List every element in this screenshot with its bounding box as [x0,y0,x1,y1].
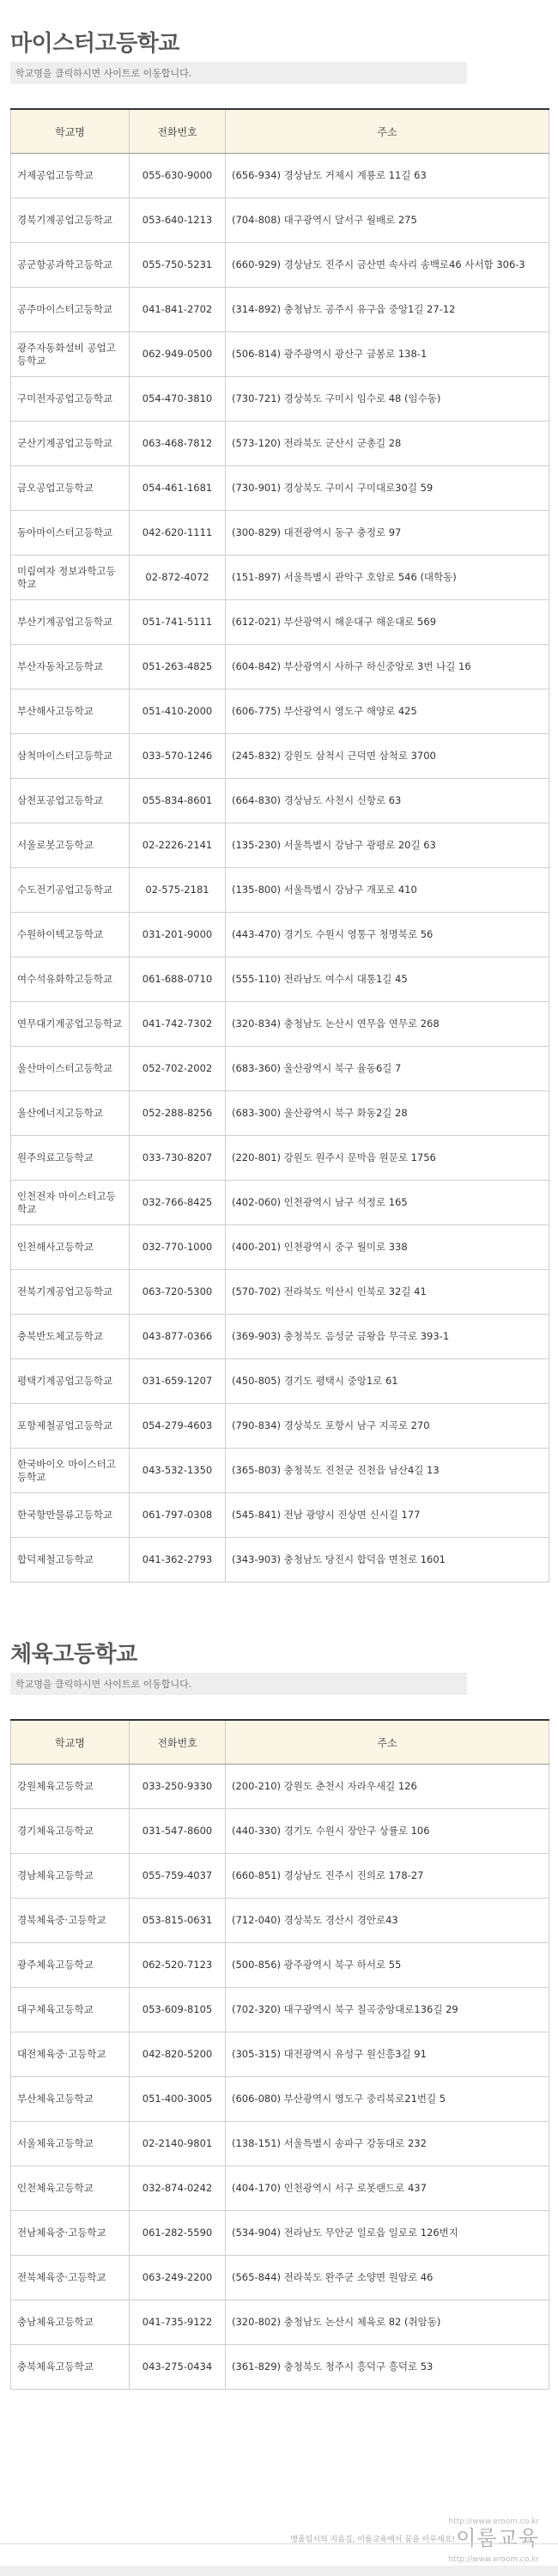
address-text: (570-702) 전라북도 익산시 인북로 32길 41 [226,1270,549,1315]
phone-number: 031-201-9000 [130,913,226,957]
address-text: (402-060) 인천광역시 남구 석정로 165 [226,1181,549,1225]
address-text: (138-151) 서울특별시 송파구 강동대로 232 [226,2122,549,2166]
table-row [11,1270,549,1315]
school-name-link[interactable]: 울산에너지고등학교 [11,1091,130,1136]
table-row [11,913,549,957]
header-address: 주소 [226,1720,549,1765]
meister-section [10,29,549,1583]
table-row [11,1047,549,1091]
school-name-link[interactable]: 군산기계공업고등학교 [11,422,130,466]
address-text: (320-802) 충청남도 논산시 체육로 82 (취암동) [226,2300,549,2345]
table-row [11,1988,549,2032]
table-row [11,868,549,913]
school-name-link[interactable]: 강원체육고등학교 [11,1765,130,1809]
school-name-link[interactable]: 포항제철공업고등학교 [11,1404,130,1449]
school-name-link[interactable]: 합덕제철고등학교 [11,1538,130,1583]
table-row [11,600,549,645]
phone-number: 031-547-8600 [130,1809,226,1854]
address-text: (500-856) 광주광역시 북구 하서로 55 [226,1943,549,1988]
address-text: (664-830) 경상남도 사천시 신항로 63 [226,779,549,823]
phone-number: 041-735-9122 [130,2300,226,2345]
phone-number: 061-282-5590 [130,2211,226,2256]
school-name-link[interactable]: 삼척마이스터고등학교 [11,734,130,779]
address-text: (683-300) 울산광역시 북구 화동2길 28 [226,1091,549,1136]
meister-school-table [10,108,549,1583]
address-text: (404-170) 인천광역시 서구 로봇랜드로 437 [226,2166,549,2211]
school-name-link[interactable]: 연무대기계공업고등학교 [11,1002,130,1047]
phone-number: 052-702-2002 [130,1047,226,1091]
address-text: (135-230) 서울특별시 강남구 광평로 20길 63 [226,823,549,868]
address-text: (612-021) 부산광역시 해운대구 해운대로 569 [226,600,549,645]
school-name-link[interactable]: 인천전자 마이스터고등학교 [11,1181,130,1225]
table-row [11,2077,549,2122]
phone-number: 063-249-2200 [130,2256,226,2300]
table-row [11,1315,549,1359]
school-name-link[interactable]: 인천해사고등학교 [11,1225,130,1270]
school-name-link[interactable]: 부산자동차고등학교 [11,645,130,690]
table-row [11,466,549,511]
school-name-link[interactable]: 광주자동화설비 공업고등학교 [11,332,130,377]
table-row [11,2211,549,2256]
table-row [11,243,549,288]
address-text: (506-814) 광주광역시 광산구 금봉로 138-1 [226,332,549,377]
school-name-link[interactable]: 금오공업고등학교 [11,466,130,511]
meister-table-body [11,154,549,1583]
school-name-link[interactable]: 충북체육고등학교 [11,2345,130,2390]
phone-number: 051-400-3005 [130,2077,226,2122]
table-row [11,1181,549,1225]
phone-number: 051-410-2000 [130,690,226,734]
school-name-link[interactable]: 전북체육중·고등학교 [11,2256,130,2300]
address-text: (660-929) 경상남도 진주시 금산면 속사리 송백로46 사서함 306-3 [226,243,549,288]
phone-number: 055-630-9000 [130,154,226,198]
phone-number: 063-468-7812 [130,422,226,466]
school-name-link[interactable]: 원주의료고등학교 [11,1136,130,1181]
header-school-name: 학교명 [11,109,130,154]
address-text: (712-040) 경상북도 경산시 경안로43 [226,1899,549,1943]
phone-number: 051-263-4825 [130,645,226,690]
phone-number: 033-730-8207 [130,1136,226,1181]
phone-number: 055-759-4037 [130,1854,226,1899]
table-row [11,823,549,868]
phone-number: 041-362-2793 [130,1538,226,1583]
table-row [11,1943,549,1988]
school-name-link[interactable]: 삼천포공업고등학교 [11,779,130,823]
address-text: (151-897) 서울특별시 관악구 호암로 546 (대학동) [226,556,549,600]
table-header-row [11,109,549,154]
phone-number: 051-741-5111 [130,600,226,645]
table-row [11,1493,549,1538]
sports-section [10,1640,549,2390]
phone-number: 02-2140-9801 [130,2122,226,2166]
phone-number: 042-620-1111 [130,511,226,556]
header-school-name: 학교명 [11,1720,130,1765]
school-name-link[interactable]: 대전체육중·고등학교 [11,2032,130,2077]
address-text: (545-841) 전남 광양시 진상면 신시길 177 [226,1493,549,1538]
address-text: (683-360) 울산광역시 북구 율동6길 7 [226,1047,549,1091]
phone-number: 055-834-8601 [130,779,226,823]
school-name-link[interactable]: 경북체육중·고등학교 [11,1899,130,1943]
address-text: (730-901) 경상북도 구미시 구미대로30길 59 [226,466,549,511]
address-text: (300-829) 대전광역시 동구 충정로 97 [226,511,549,556]
table-row [11,2345,549,2390]
table-row [11,377,549,422]
phone-number: 043-532-1350 [130,1449,226,1493]
address-text: (450-805) 경기도 평택시 중앙1로 61 [226,1359,549,1404]
school-name-link[interactable]: 충북반도체고등학교 [11,1315,130,1359]
table-row [11,1809,549,1854]
table-row [11,1449,549,1493]
school-name-link[interactable]: 수원하이텍고등학교 [11,913,130,957]
footer-divider [0,2543,558,2544]
table-row [11,1359,549,1404]
school-name-link[interactable]: 평택기계공업고등학교 [11,1359,130,1404]
address-text: (135-800) 서울특별시 강남구 개포로 410 [226,868,549,913]
table-header-row [11,1720,549,1765]
phone-number: 053-609-8105 [130,1988,226,2032]
address-text: (343-903) 충청남도 당진시 합덕읍 면천로 1601 [226,1538,549,1583]
address-text: (790-834) 경상북도 포항시 남구 지곡로 270 [226,1404,549,1449]
phone-number: 054-470-3810 [130,377,226,422]
phone-number: 032-874-0242 [130,2166,226,2211]
phone-number: 043-275-0434 [130,2345,226,2390]
table-row [11,511,549,556]
school-name-link[interactable]: 광주체육고등학교 [11,1943,130,1988]
table-row [11,1854,549,1899]
table-row [11,2256,549,2300]
phone-number: 063-720-5300 [130,1270,226,1315]
address-text: (400-201) 인천광역시 중구 월미로 338 [226,1225,549,1270]
address-text: (656-934) 경상남도 거제시 계룡로 11길 63 [226,154,549,198]
table-row [11,288,549,332]
table-row [11,690,549,734]
sports-table-body [11,1765,549,2390]
phone-number: 062-520-7123 [130,1943,226,1988]
school-name-link[interactable]: 경기체육고등학교 [11,1809,130,1854]
phone-number: 031-659-1207 [130,1359,226,1404]
school-name-link[interactable]: 미림여자 정보과학고등학교 [11,556,130,600]
phone-number: 043-877-0366 [130,1315,226,1359]
school-name-link[interactable]: 수도전기공업고등학교 [11,868,130,913]
phone-number: 061-797-0308 [130,1493,226,1538]
address-text: (200-210) 강원도 춘천시 자라우새길 126 [226,1765,549,1809]
school-name-link[interactable]: 부산해사고등학교 [11,690,130,734]
table-row [11,2300,549,2345]
school-name-link[interactable]: 거제공업고등학교 [11,154,130,198]
header-phone: 전화번호 [130,1720,226,1765]
address-text: (606-080) 부산광역시 영도구 중리북로21번길 5 [226,2077,549,2122]
footer-slogan: 명품입시의 지름길, 이룸교육에서 꿈을 이루세요! [290,2536,455,2544]
school-name-link[interactable]: 여수석유화학고등학교 [11,957,130,1002]
table-row [11,1225,549,1270]
address-text: (440-330) 경기도 수원시 장안구 상률로 106 [226,1809,549,1854]
address-text: (730-721) 경상북도 구미시 임수로 48 (임수동) [226,377,549,422]
header-address: 주소 [226,109,549,154]
footer-url-bottom[interactable]: http://www.eroom.co.kr [448,2555,539,2564]
phone-number: 033-570-1246 [130,734,226,779]
school-name-link[interactable]: 한국바이오 마이스터고등학교 [11,1449,130,1493]
phone-number: 02-872-4072 [130,556,226,600]
address-text: (245-832) 강원도 삼척시 근덕면 삼척로 3700 [226,734,549,779]
address-text: (314-892) 충청남도 공주시 유구읍 중앙1길 27-12 [226,288,549,332]
table-row [11,1538,549,1583]
address-text: (555-110) 전라남도 여수시 대통1길 45 [226,957,549,1002]
address-text: (369-903) 충청북도 음성군 금왕읍 무극로 393-1 [226,1315,549,1359]
address-text: (534-904) 전라남도 무안군 일로읍 일로로 126번지 [226,2211,549,2256]
phone-number: 053-815-0631 [130,1899,226,1943]
table-row [11,332,549,377]
school-name-link[interactable]: 전북기계공업고등학교 [11,1270,130,1315]
table-row [11,2032,549,2077]
phone-number: 041-841-2702 [130,288,226,332]
sports-section-subtitle: 학교명을 클릭하시면 사이트로 이동합니다. [10,1673,467,1695]
sports-school-table [10,1719,549,2390]
table-row [11,198,549,243]
address-text: (220-801) 강원도 원주시 문막읍 원문로 1756 [226,1136,549,1181]
school-name-link[interactable]: 충남체육고등학교 [11,2300,130,2345]
address-text: (305-315) 대전광역시 유성구 원신흥3길 91 [226,2032,549,2077]
school-name-link[interactable]: 서울체육고등학교 [11,2122,130,2166]
school-name-link[interactable]: 서울로봇고등학교 [11,823,130,868]
phone-number: 052-288-8256 [130,1091,226,1136]
meister-section-subtitle: 학교명을 클릭하시면 사이트로 이동합니다. [10,62,467,84]
phone-number: 02-575-2181 [130,868,226,913]
school-name-link[interactable]: 공주마이스터고등학교 [11,288,130,332]
phone-number: 033-250-9330 [130,1765,226,1809]
phone-number: 041-742-7302 [130,1002,226,1047]
table-row [11,556,549,600]
sports-section-title: 체육고등학교 [10,1642,137,1668]
table-row [11,1136,549,1181]
table-row [11,957,549,1002]
address-text: (660-851) 경상남도 진주시 진의로 178-27 [226,1854,549,1899]
footer-stripe [0,2566,558,2576]
table-row [11,734,549,779]
school-name-link[interactable]: 동아마이스터고등학교 [11,511,130,556]
meister-section-title: 마이스터고등학교 [10,31,179,57]
phone-number: 032-770-1000 [130,1225,226,1270]
school-name-link[interactable]: 한국항만물류고등학교 [11,1493,130,1538]
school-name-link[interactable]: 경북기계공업고등학교 [11,198,130,243]
table-row [11,154,549,198]
phone-number: 042-820-5200 [130,2032,226,2077]
address-text: (604-842) 부산광역시 사하구 하신중앙로 3번 나길 16 [226,645,549,690]
table-row [11,1899,549,1943]
school-name-link[interactable]: 대구체육고등학교 [11,1988,130,2032]
address-text: (365-803) 충청북도 진천군 진천읍 남산4길 13 [226,1449,549,1493]
school-name-link[interactable]: 공군항공과학고등학교 [11,243,130,288]
phone-number: 061-688-0710 [130,957,226,1002]
address-text: (320-834) 충청남도 논산시 연무읍 연무로 268 [226,1002,549,1047]
address-text: (606-775) 부산광역시 영도구 해양로 425 [226,690,549,734]
address-text: (565-844) 전라북도 완주군 소양면 원암로 46 [226,2256,549,2300]
school-name-link[interactable]: 부산기계공업고등학교 [11,600,130,645]
table-row [11,2166,549,2211]
footer-url-top[interactable]: http://www.eroom.co.kr [448,2518,539,2526]
table-row [11,1002,549,1047]
school-name-link[interactable]: 경남체육고등학교 [11,1854,130,1899]
school-name-link[interactable]: 인천체육고등학교 [11,2166,130,2211]
address-text: (443-470) 경기도 수원시 영통구 청명북로 56 [226,913,549,957]
table-row [11,779,549,823]
address-text: (361-829) 충청북도 청주시 흥덕구 흥덕로 53 [226,2345,549,2390]
phone-number: 054-279-4603 [130,1404,226,1449]
header-phone: 전화번호 [130,109,226,154]
phone-number: 02-2226-2141 [130,823,226,868]
address-text: (702-320) 대구광역시 북구 칠곡중앙대로136길 29 [226,1988,549,2032]
phone-number: 053-640-1213 [130,198,226,243]
phone-number: 054-461-1681 [130,466,226,511]
address-text: (573-120) 전라북도 군산시 군총길 28 [226,422,549,466]
phone-number: 062-949-0500 [130,332,226,377]
footer [0,2516,558,2576]
table-row [11,645,549,690]
table-row [11,422,549,466]
table-row [11,1404,549,1449]
school-name-link[interactable]: 부산체육고등학교 [11,2077,130,2122]
table-row [11,1091,549,1136]
eroom-logo[interactable]: 이룸교육 [456,2526,539,2550]
school-name-link[interactable]: 구미전자공업고등학교 [11,377,130,422]
table-row [11,1765,549,1809]
phone-number: 055-750-5231 [130,243,226,288]
school-name-link[interactable]: 울산마이스터고등학교 [11,1047,130,1091]
address-text: (704-808) 대구광역시 달서구 월배로 275 [226,198,549,243]
school-name-link[interactable]: 전남체육중·고등학교 [11,2211,130,2256]
phone-number: 032-766-8425 [130,1181,226,1225]
table-row [11,2122,549,2166]
